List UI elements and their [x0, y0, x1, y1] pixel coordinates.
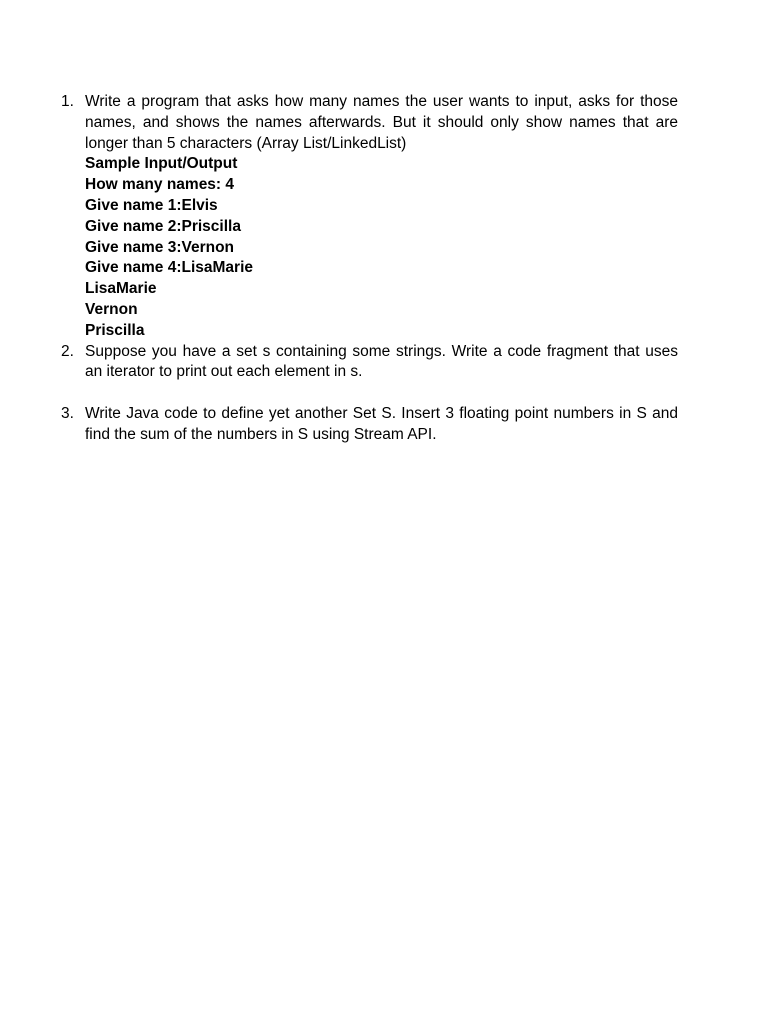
sample-line: Give name 4:LisaMarie — [85, 259, 253, 277]
question-number: 2. — [61, 342, 74, 360]
question-text: Write a program that asks how many names the user wants to input, asks for those names, and shows the names afterwards. But it should only show names that are longer than 5 characters (Array List/LinkedList) — [85, 93, 678, 152]
question-number: 1. — [61, 93, 74, 110]
question-2 — [61, 342, 678, 384]
sample-line: How many names: 4 — [85, 176, 235, 194]
question-1 — [61, 92, 678, 342]
question-3 — [61, 404, 678, 446]
sample-line: Vernon — [85, 300, 138, 318]
question-text: Write Java code to define yet another Set S. Insert 3 floating point numbers in S and find the sum of the numbers in S using Stream API. — [85, 404, 678, 443]
sample-heading: Sample Input/Output — [85, 155, 238, 173]
question-list — [61, 92, 678, 446]
sample-line: Give name 3:Vernon — [85, 238, 235, 256]
question-text: Suppose you have a set s containing some strings. Write a code fragment that uses an iterator to print out each element in s. — [85, 342, 678, 381]
sample-line: Priscilla — [85, 321, 145, 339]
sample-io — [85, 154, 678, 341]
sample-line: Give name 2:Priscilla — [85, 217, 241, 235]
question-number: 3. — [61, 404, 74, 422]
sample-line: Give name 1:Elvis — [85, 196, 218, 214]
paragraph-gap — [61, 383, 678, 404]
sample-line: LisaMarie — [85, 280, 157, 298]
